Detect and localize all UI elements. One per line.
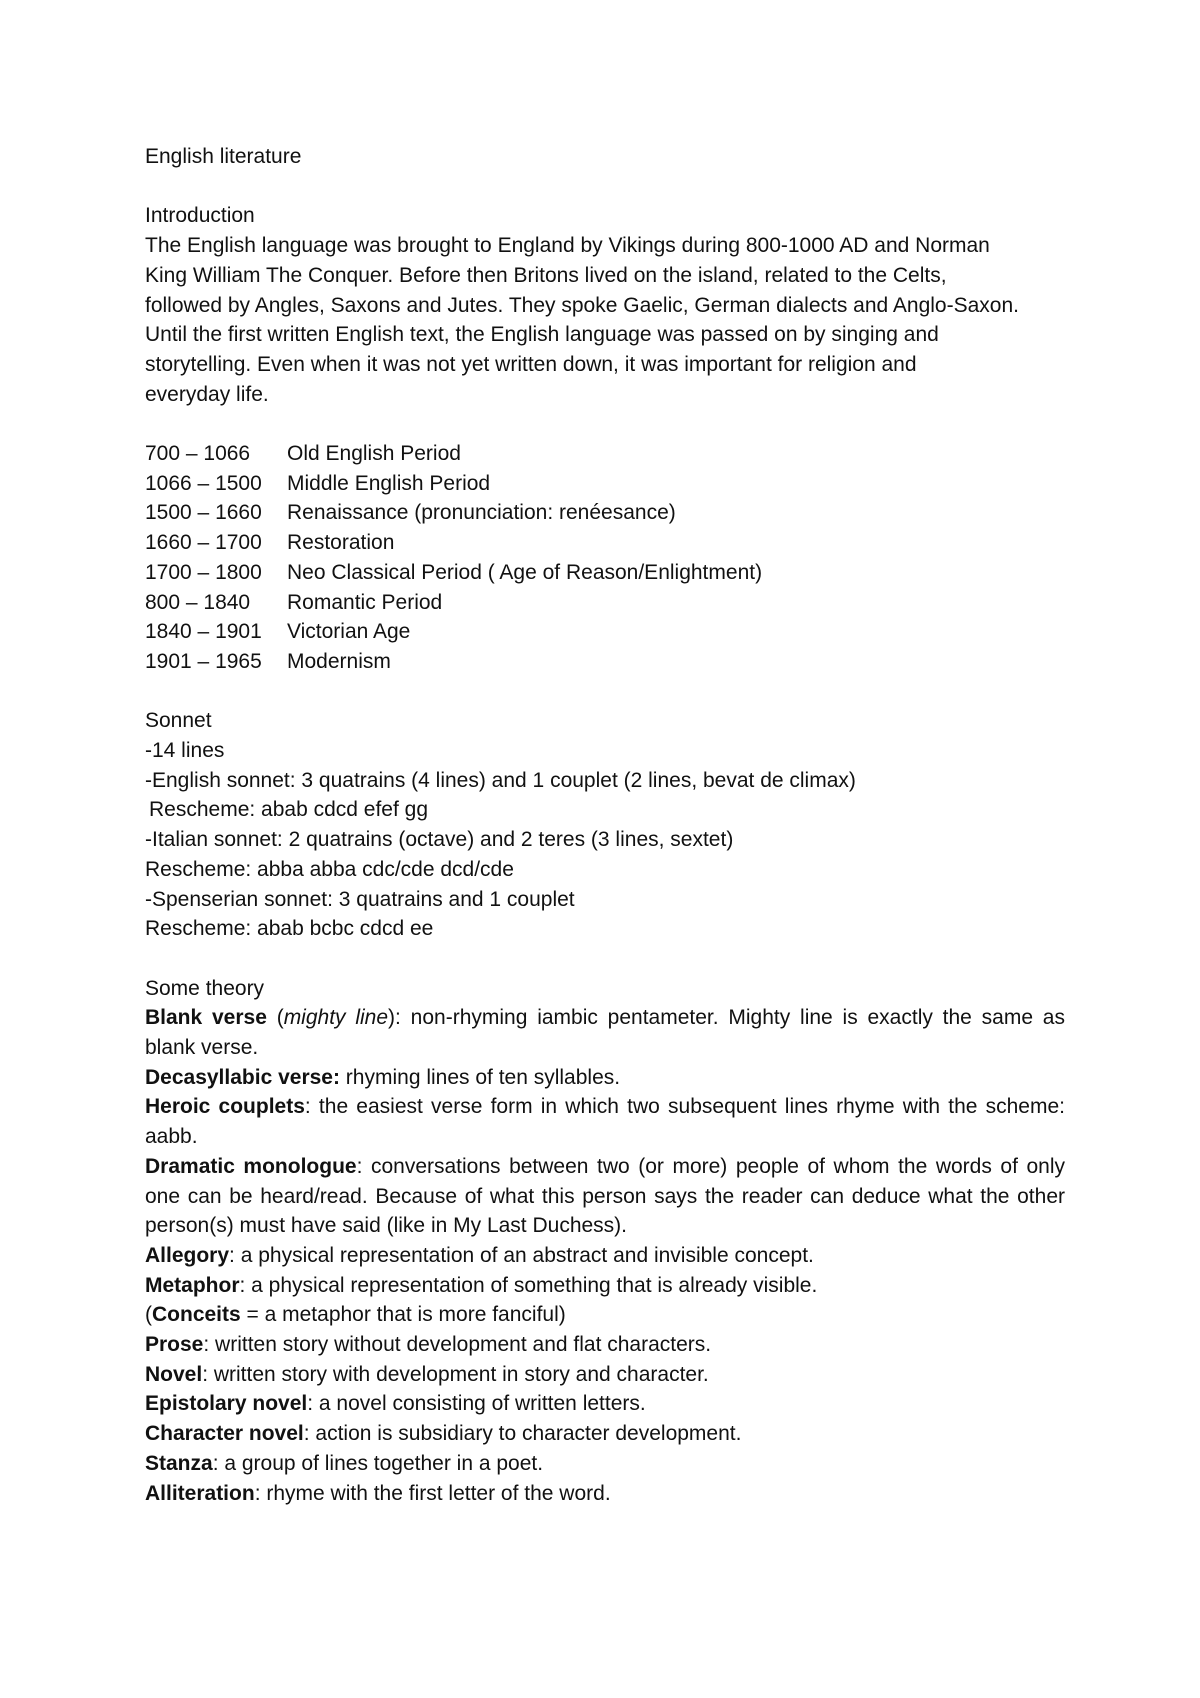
document-page bbox=[145, 142, 1065, 1508]
period-name: Middle English Period bbox=[287, 471, 491, 495]
definition-term: Blank verse bbox=[145, 1006, 267, 1030]
definition-text: : a physical representation of something that is already visible. bbox=[239, 1273, 818, 1297]
definition-text: : action is subsidiary to character development. bbox=[303, 1422, 742, 1446]
sonnet-heading: Sonnet bbox=[145, 709, 212, 733]
sonnet-line: -Spenserian sonnet: 3 quatrains and 1 couplet bbox=[145, 887, 575, 911]
definition-term: Metaphor bbox=[145, 1273, 240, 1297]
definition-term: Prose bbox=[145, 1333, 204, 1357]
period-years: 1700 – 1800 bbox=[145, 560, 262, 584]
definition-blank-verse bbox=[145, 1003, 1065, 1062]
introduction-line: everyday life. bbox=[145, 382, 269, 406]
definition-metaphor bbox=[145, 1271, 1065, 1301]
definition-prose bbox=[145, 1330, 1065, 1360]
introduction-line: King William The Conquer. Before then Britons lived on the island, related to the Celts, bbox=[145, 263, 947, 287]
period-name: Victorian Age bbox=[287, 620, 411, 644]
sonnet-line: Rescheme: abba abba cdc/cde dcd/cde bbox=[145, 857, 514, 881]
spacer bbox=[145, 172, 1065, 202]
period-name: Romantic Period bbox=[287, 590, 443, 614]
introduction-line: storytelling. Even when it was not yet written down, it was important for religion and bbox=[145, 352, 917, 376]
definition-novel bbox=[145, 1360, 1065, 1390]
period-name: Restoration bbox=[287, 531, 395, 555]
definition-text: : a novel consisting of written letters. bbox=[307, 1392, 646, 1416]
period-row bbox=[145, 617, 1065, 647]
period-row bbox=[145, 439, 1065, 469]
definition-epistolary-novel bbox=[145, 1389, 1065, 1419]
introduction-line: The English language was brought to England by Vikings during 800-1000 AD and Norman bbox=[145, 234, 990, 258]
definition-term: Epistolary novel bbox=[145, 1392, 308, 1416]
definition-text: : a group of lines together in a poet. bbox=[212, 1451, 544, 1475]
definition-term: Stanza bbox=[145, 1451, 213, 1475]
definition-text: : a physical representation of an abstract and invisible concept. bbox=[229, 1243, 814, 1267]
period-years: 1901 – 1965 bbox=[145, 649, 262, 673]
definition-conceits bbox=[145, 1300, 1065, 1330]
spacer bbox=[145, 677, 1065, 707]
definition-term: Novel bbox=[145, 1362, 203, 1386]
spacer bbox=[145, 409, 1065, 439]
spacer bbox=[145, 944, 1065, 974]
periods-list bbox=[145, 439, 1065, 677]
sonnet-line: Rescheme: abab bcbc cdcd ee bbox=[145, 917, 434, 941]
definition-text: = a metaphor that is more fanciful) bbox=[240, 1303, 566, 1327]
definition-text: ( bbox=[266, 1006, 284, 1030]
period-name: Modernism bbox=[287, 649, 391, 673]
introduction-line: Until the first written English text, the English language was passed on by singing and bbox=[145, 323, 939, 347]
definition-term: Decasyllabic verse: bbox=[145, 1065, 340, 1089]
definition-heroic-couplets bbox=[145, 1092, 1065, 1151]
definition-term: Alliteration bbox=[145, 1481, 255, 1505]
definition-text: : the easiest verse form in which two subsequent lines rhyme with the scheme: aabb. bbox=[145, 1095, 1065, 1149]
period-name: Old English Period bbox=[287, 442, 461, 465]
period-name: Neo Classical Period ( Age of Reason/Enlightment) bbox=[287, 560, 763, 584]
period-row bbox=[145, 588, 1065, 618]
introduction-line: followed by Angles, Saxons and Jutes. They spoke Gaelic, German dialects and Anglo-Saxon. bbox=[145, 293, 1019, 317]
definition-text: ) bbox=[388, 1006, 396, 1030]
period-years: 800 – 1840 bbox=[145, 590, 251, 614]
definition-term: Character novel bbox=[145, 1422, 304, 1446]
definition-text: : non-rhyming iambic pentameter. Mighty line is exactly the same as blank verse. bbox=[145, 1006, 1065, 1060]
document-title: English literature bbox=[145, 145, 302, 168]
definition-text: rhyming lines of ten syllables. bbox=[339, 1065, 621, 1089]
definition-alliteration bbox=[145, 1479, 1065, 1509]
period-years: 1660 – 1700 bbox=[145, 531, 262, 555]
definition-text: : rhyme with the first letter of the word. bbox=[254, 1481, 611, 1505]
definition-allegory bbox=[145, 1241, 1065, 1271]
definition-text: ( bbox=[145, 1303, 152, 1327]
period-years: 1840 – 1901 bbox=[145, 620, 262, 644]
definition-term: Heroic couplets bbox=[145, 1095, 305, 1119]
sonnet-line: -14 lines bbox=[145, 739, 225, 763]
period-row bbox=[145, 469, 1065, 499]
definition-character-novel bbox=[145, 1419, 1065, 1449]
definition-term: Dramatic monologue bbox=[145, 1154, 357, 1178]
theory-heading: Some theory bbox=[145, 976, 265, 1000]
definition-text: : conversations between two (or more) people of whom the words of only one can be heard/read. Because of what this person says the reader can deduce what the other person(s) must have said (like in My Last Duchess). bbox=[145, 1154, 1065, 1238]
period-years: 1500 – 1660 bbox=[145, 501, 262, 525]
period-name: Renaissance (pronunciation: renéesance) bbox=[287, 501, 676, 525]
period-row bbox=[145, 528, 1065, 558]
definition-term: Allegory bbox=[145, 1243, 230, 1267]
definition-text: : written story with development in story and character. bbox=[202, 1362, 709, 1386]
period-years: 1066 – 1500 bbox=[145, 471, 262, 495]
period-years: 700 – 1066 bbox=[145, 442, 251, 465]
introduction-heading: Introduction bbox=[145, 204, 255, 228]
sonnet-line: -English sonnet: 3 quatrains (4 lines) and 1 couplet (2 lines, bevat de climax) bbox=[145, 768, 856, 792]
period-row bbox=[145, 498, 1065, 528]
sonnet-line: Rescheme: abab cdcd efef gg bbox=[149, 798, 429, 822]
period-row bbox=[145, 647, 1065, 677]
definition-term: Conceits bbox=[152, 1303, 241, 1327]
definition-decasyllabic-verse bbox=[145, 1063, 1065, 1093]
period-row bbox=[145, 558, 1065, 588]
definition-stanza bbox=[145, 1449, 1065, 1479]
definition-dramatic-monologue bbox=[145, 1152, 1065, 1241]
definition-italic: mighty line bbox=[283, 1006, 389, 1030]
definition-text: : written story without development and flat characters. bbox=[203, 1333, 712, 1357]
sonnet-line: -Italian sonnet: 2 quatrains (octave) and 2 teres (3 lines, sextet) bbox=[145, 828, 734, 852]
